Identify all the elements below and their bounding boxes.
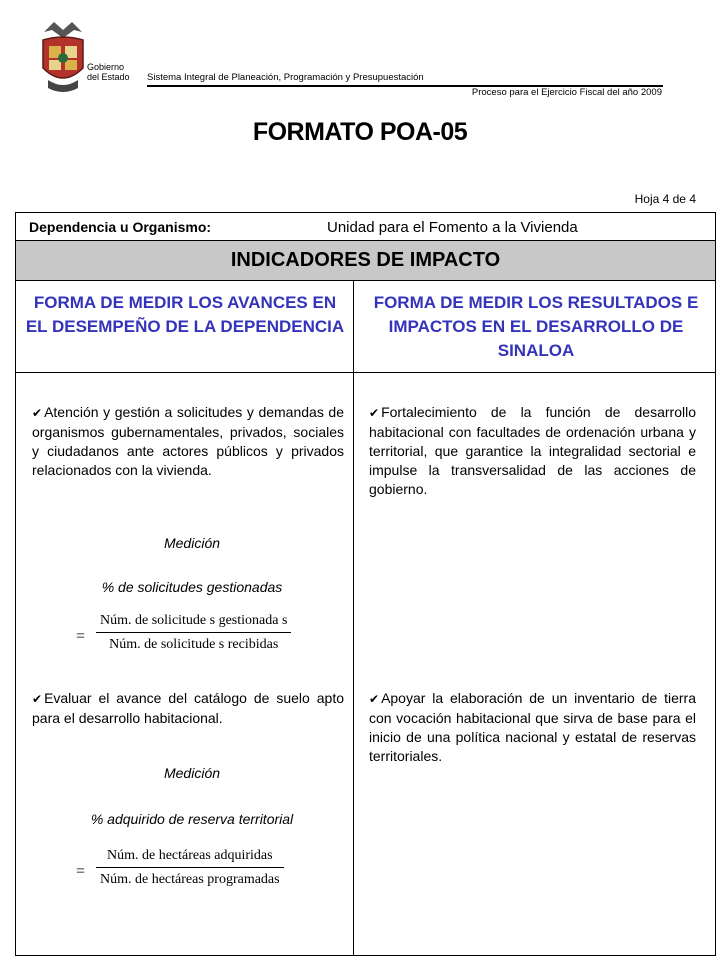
gobierno-label: Gobierno del Estado [87, 62, 130, 82]
dependency-value: Unidad para el Fomento a la Vivienda [327, 219, 578, 236]
formula-1-numerator: Núm. de solicitude s gestionada s [96, 613, 291, 633]
medicion-label-2: Medición [163, 765, 221, 781]
indicators-table [15, 212, 716, 956]
checkmark-icon: ✔ [32, 406, 43, 420]
process-year: Proceso para el Ejercicio Fiscal del año 2009 [471, 87, 662, 98]
checkmark-icon: ✔ [32, 692, 43, 706]
page-number: Hoja 4 de 4 [634, 192, 696, 206]
left-item-2: ✔ Evaluar el avance del catálogo de suelo apto para el desarrollo habitacional. [32, 690, 344, 726]
checkmark-icon: ✔ [369, 692, 380, 706]
formula-2-denominator: Núm. de hectáreas programadas [100, 872, 280, 887]
left-column-header: FORMA DE MEDIR LOS AVANCES EN EL DESEMPEÑO DE LA DEPENDENCIA [25, 293, 345, 336]
right-item-2: ✔ Apoyar la elaboración de un inventario de tierra con vocación habitacional que sirva de base para el inicio de una política nacional y estatal de reservas territoriales. [369, 690, 696, 764]
medicion-label-1: Medición [163, 535, 221, 551]
page-title: FORMATO POA-05 [252, 118, 468, 146]
formula-1-denominator: Núm. de solicitude s recibidas [109, 637, 279, 652]
equals-sign: = [76, 863, 86, 880]
equals-sign: = [76, 628, 86, 645]
state-seal-logo [38, 18, 88, 96]
column-headers [16, 281, 715, 373]
left-item-1: ✔ Atención y gestión a solicitudes y demandas de organismos gubernamentales, privados, sociales y ciudadanos ante actores públicos y privados relacionados con la vivienda. [32, 404, 344, 478]
checkmark-icon: ✔ [369, 406, 380, 420]
section-title: INDICADORES DE IMPACTO [16, 241, 715, 281]
indicator-name-1: % de solicitudes gestionadas [101, 579, 283, 595]
right-item-1: ✔ Fortalecimiento de la función de desarrollo habitacional con facultades de ordenación urbana y territorial, que garantice la integralidad sectorial e impulse la transversalidad de las acciones de gobierno. [369, 404, 696, 497]
column-divider [353, 281, 354, 955]
right-column-header: FORMA DE MEDIR LOS RESULTADOS E IMPACTOS EN EL DESARROLLO DE SINALOA [373, 293, 699, 360]
formula-2-numerator: Núm. de hectáreas adquiridas [96, 848, 284, 868]
dependency-row [16, 213, 715, 241]
dependency-label: Dependencia u Organismo: [29, 219, 212, 235]
system-name: Sistema Integral de Planeación, Programación y Presupuestación [147, 72, 424, 83]
indicator-name-2: % adquirido de reserva territorial [90, 811, 294, 827]
